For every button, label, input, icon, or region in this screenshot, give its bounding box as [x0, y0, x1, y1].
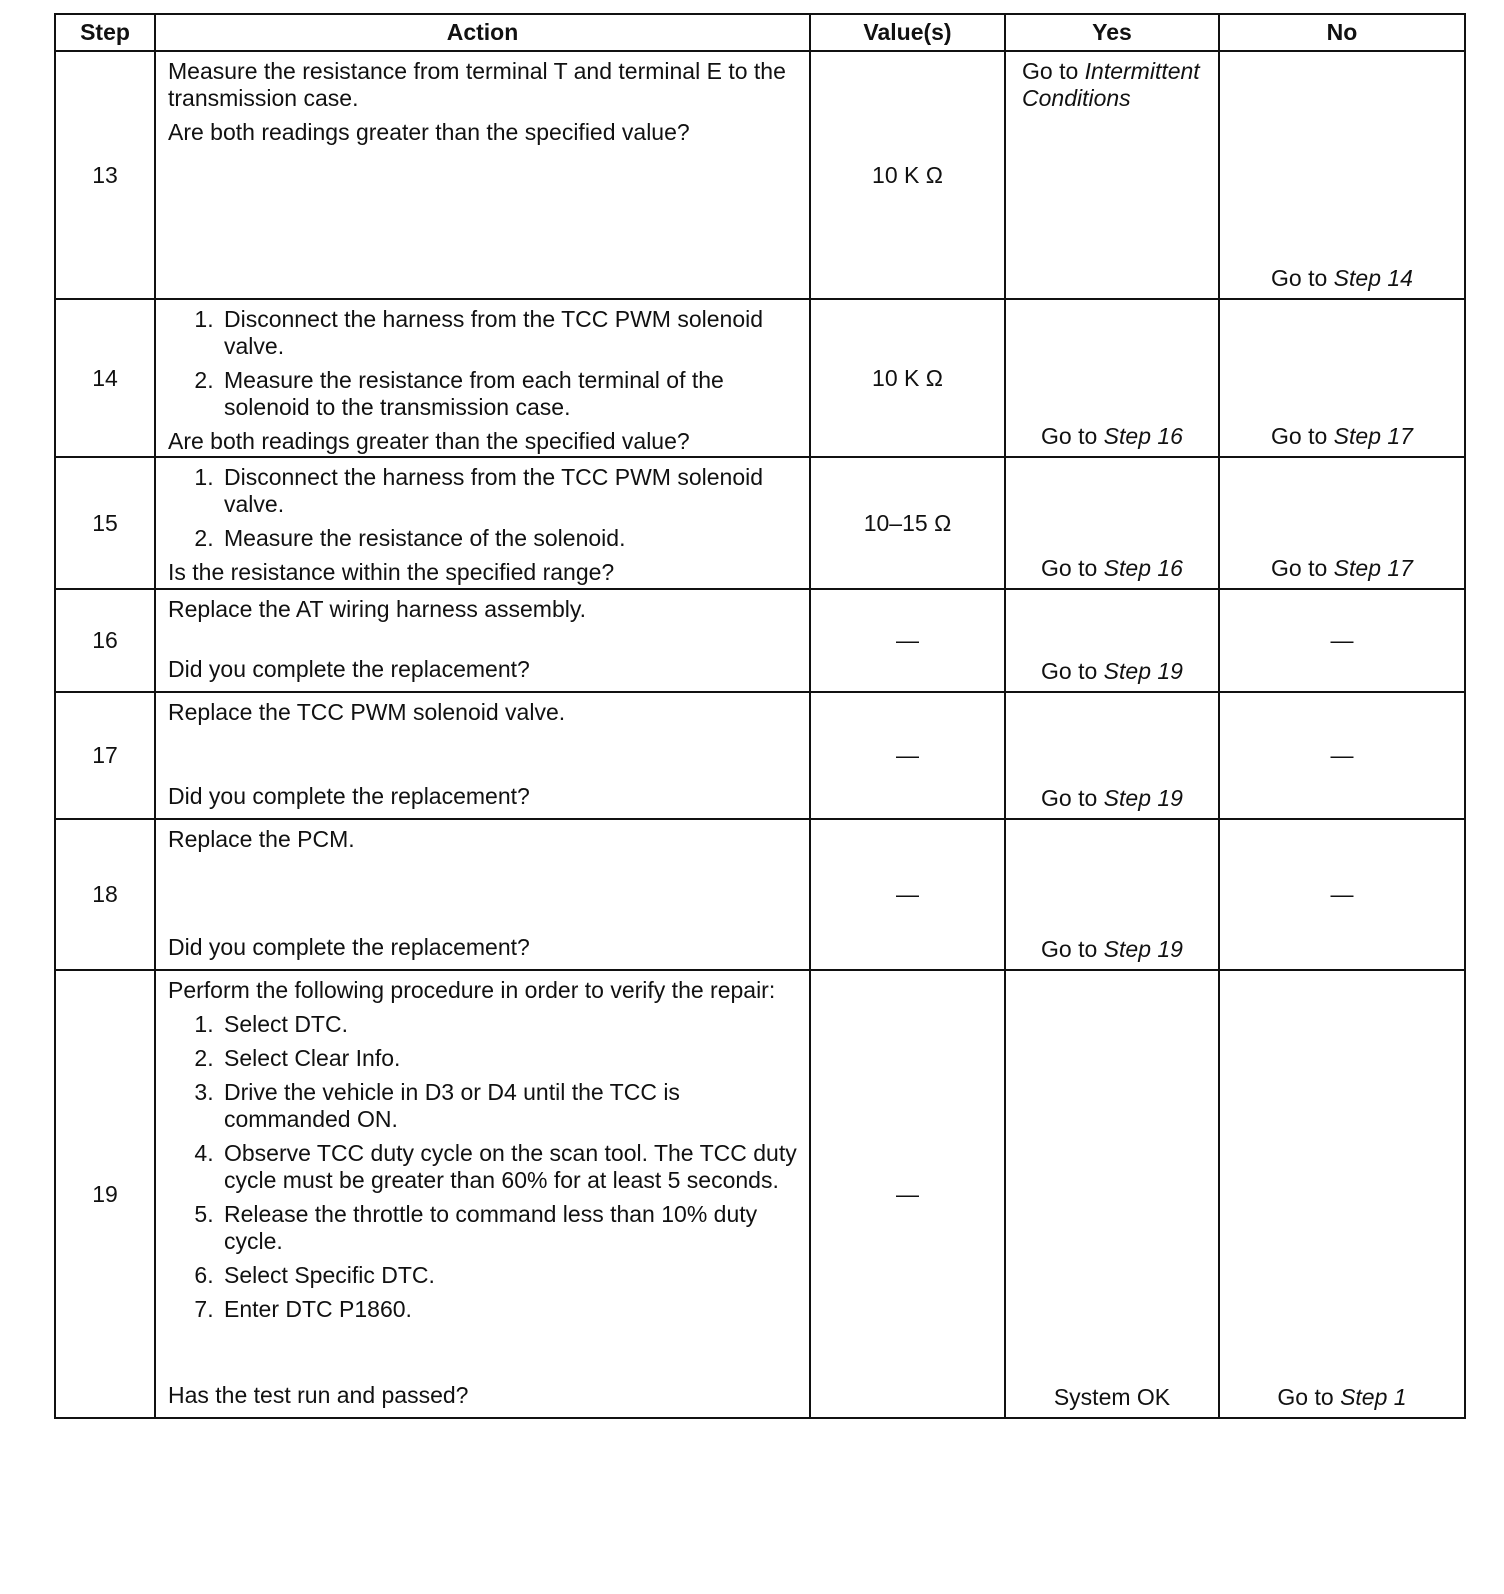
action-question: Has the test run and passed? [168, 1382, 469, 1408]
yes-go-to: Go to [1041, 423, 1098, 449]
action-step-item: 4. Observe TCC duty cycle on the scan tool. The TCC duty cycle must be greater than 60% for at least 5 seconds. [220, 1140, 799, 1194]
value-cell: — [810, 819, 1005, 970]
action-question: Is the resistance within the specified range? [168, 559, 615, 585]
no-target-link[interactable]: Step 14 [1333, 265, 1413, 291]
yes-cell [1005, 457, 1219, 589]
action-cell [155, 299, 810, 457]
action-step-item: 5. Release the throttle to command less than 10% duty cycle. [220, 1201, 799, 1255]
action-question: Did you complete the replacement? [168, 783, 530, 809]
value-cell: — [810, 589, 1005, 692]
step-number: 13 [55, 51, 155, 299]
no-cell [1219, 457, 1465, 589]
action-question: Did you complete the replacement? [168, 656, 530, 682]
action-intro: Replace the PCM. [168, 826, 355, 852]
diagnostic-table [54, 13, 1466, 1419]
action-cell [155, 457, 810, 589]
value-cell: — [810, 970, 1005, 1418]
action-step-item: 6. Select Specific DTC. [220, 1262, 799, 1289]
action-step-item: 3. Drive the vehicle in D3 or D4 until the TCC is commanded ON. [220, 1079, 799, 1133]
no-go-to: Go to [1271, 423, 1328, 449]
header-yes: Yes [1005, 14, 1219, 51]
action-question: Are both readings greater than the specified value? [168, 119, 690, 145]
action-steps-list [168, 306, 799, 421]
value-cell: 10 K Ω [810, 299, 1005, 457]
action-steps-list [168, 1011, 799, 1323]
table-row-step-14 [55, 299, 1465, 457]
yes-go-to: Go to [1022, 58, 1079, 84]
action-question: Are both readings greater than the specified value? [168, 428, 690, 454]
yes-cell [1005, 970, 1219, 1418]
yes-cell [1005, 692, 1219, 819]
no-go-to: Go to [1277, 1384, 1334, 1410]
yes-go-to: Go to [1041, 785, 1098, 811]
value-cell: 10 K Ω [810, 51, 1005, 299]
action-step-item: 7. Enter DTC P1860. [220, 1296, 799, 1323]
yes-go-to: Go to [1041, 658, 1098, 684]
action-step-item: 1. Disconnect the harness from the TCC PWM solenoid valve. [220, 464, 799, 518]
action-cell [155, 970, 810, 1418]
no-go-to: Go to [1271, 555, 1328, 581]
header-row [55, 14, 1465, 51]
action-step-item: 1. Select DTC. [220, 1011, 799, 1038]
table-row-step-13 [55, 51, 1465, 299]
header-action: Action [155, 14, 810, 51]
table-row-step-17 [55, 692, 1465, 819]
no-target-link[interactable]: Step 1 [1340, 1384, 1407, 1410]
step-number: 15 [55, 457, 155, 589]
action-step-item: 1. Disconnect the harness from the TCC PWM solenoid valve. [220, 306, 799, 360]
value-cell: 10–15 Ω [810, 457, 1005, 589]
no-cell: — [1219, 819, 1465, 970]
action-intro: Replace the TCC PWM solenoid valve. [168, 699, 566, 725]
header-no: No [1219, 14, 1465, 51]
table-row-step-18 [55, 819, 1465, 970]
yes-target-link[interactable]: Step 19 [1103, 936, 1183, 962]
no-go-to: Go to [1271, 265, 1328, 291]
action-step-item: 2. Measure the resistance from each terminal of the solenoid to the transmission case. [220, 367, 799, 421]
yes-cell [1005, 819, 1219, 970]
action-steps-list [168, 464, 799, 552]
header-step: Step [55, 14, 155, 51]
action-intro: Replace the AT wiring harness assembly. [168, 596, 587, 622]
value-cell: — [810, 692, 1005, 819]
table-row-step-19 [55, 970, 1465, 1418]
yes-cell [1005, 299, 1219, 457]
action-question: Did you complete the replacement? [168, 934, 530, 960]
action-intro: Perform the following procedure in order to verify the repair: [168, 977, 776, 1003]
yes-target-link[interactable]: Step 19 [1103, 658, 1183, 684]
no-cell [1219, 970, 1465, 1418]
step-number: 17 [55, 692, 155, 819]
yes-result: System OK [1053, 1384, 1171, 1410]
step-number: 18 [55, 819, 155, 970]
no-target-link[interactable]: Step 17 [1333, 423, 1413, 449]
no-cell: — [1219, 692, 1465, 819]
action-cell [155, 589, 810, 692]
yes-target-link[interactable]: Step 19 [1103, 785, 1183, 811]
table-row-step-16 [55, 589, 1465, 692]
action-cell [155, 692, 810, 819]
yes-target-link[interactable]: Intermittent Conditions [1022, 58, 1200, 111]
step-number: 14 [55, 299, 155, 457]
yes-cell [1005, 51, 1219, 299]
step-number: 16 [55, 589, 155, 692]
table-row-step-15 [55, 457, 1465, 589]
header-values: Value(s) [810, 14, 1005, 51]
action-cell [155, 51, 810, 299]
action-intro: Measure the resistance from terminal T and terminal E to the transmission case. [168, 58, 786, 111]
yes-target-link[interactable]: Step 16 [1103, 555, 1183, 581]
no-cell: — [1219, 589, 1465, 692]
action-step-item: 2. Measure the resistance of the solenoid. [220, 525, 799, 552]
yes-go-to: Go to [1041, 936, 1098, 962]
yes-go-to: Go to [1041, 555, 1098, 581]
no-target-link[interactable]: Step 17 [1333, 555, 1413, 581]
no-cell [1219, 299, 1465, 457]
step-number: 19 [55, 970, 155, 1418]
action-step-item: 2. Select Clear Info. [220, 1045, 799, 1072]
action-cell [155, 819, 810, 970]
yes-target-link[interactable]: Step 16 [1103, 423, 1183, 449]
yes-cell [1005, 589, 1219, 692]
no-cell [1219, 51, 1465, 299]
